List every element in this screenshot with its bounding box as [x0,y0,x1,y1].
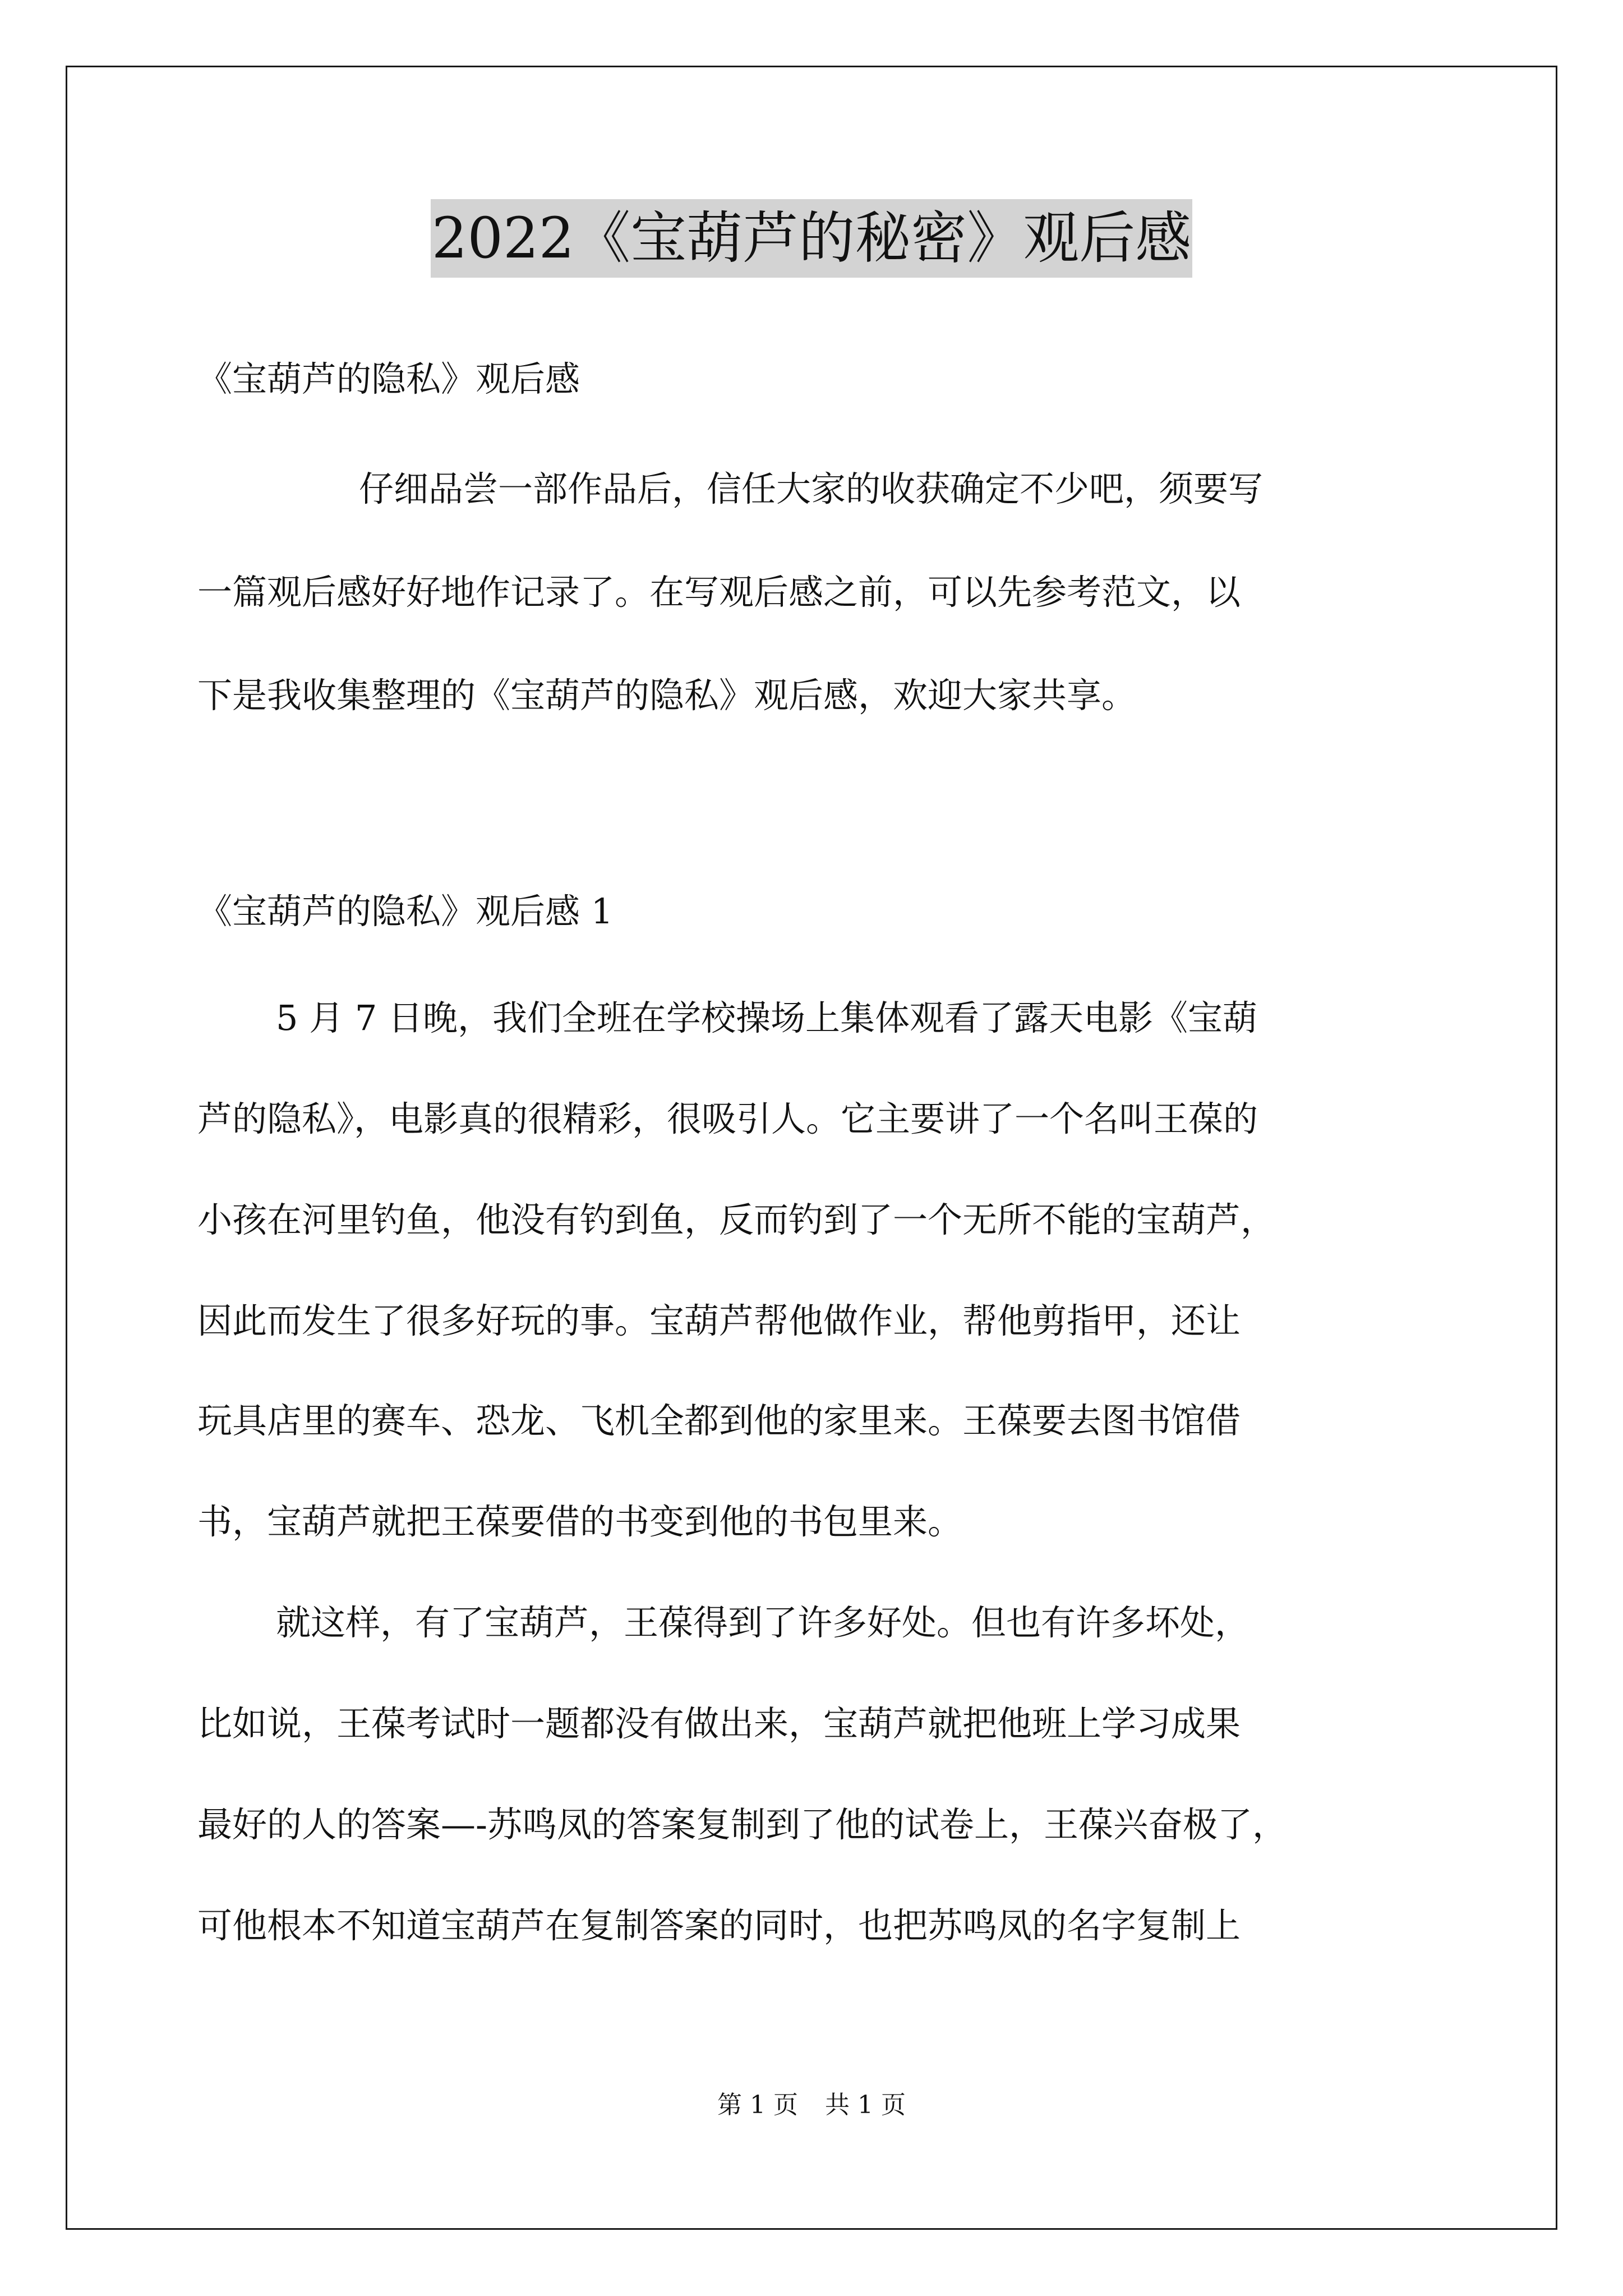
paragraph2-line-1: 就这样，有了宝葫芦，王葆得到了许多好处。但也有许多坏处， [276,1602,1250,1643]
paragraph1-line-2: 芦的隐私》，电影真的很精彩，很吸引人。它主要讲了一个名叫王葆的 [197,1098,1258,1139]
section-heading: 《宝葫芦的隐私》观后感 1 [197,891,614,932]
paragraph2-line-2: 比如说，王葆考试时一题都没有做出来，宝葫芦就把他班上学习成果 [197,1703,1241,1744]
paragraph1-line-5: 玩具店里的赛车、恐龙、飞机全都到他的家里来。王葆要去图书馆借 [197,1400,1241,1441]
page-total: 共 1 页 [825,2091,906,2119]
subtitle: 《宝葫芦的隐私》观后感 [197,358,580,399]
intro-line-2: 一篇观后感好好地作记录了。在写观后感之前，可以先参考范文，以 [197,572,1241,613]
paragraph2-line-4: 可他根本不知道宝葫芦在复制答案的同时，也把苏鸣凤的名字复制上 [197,1905,1241,1946]
page-footer [0,2088,1623,2122]
paragraph1-line-4: 因此而发生了很多好玩的事。宝葫芦帮他做作业，帮他剪指甲，还让 [197,1300,1241,1341]
document-title [0,199,1623,278]
paragraph1-line-3: 小孩在河里钓鱼，他没有钓到鱼，反而钓到了一个无所不能的宝葫芦， [197,1199,1276,1240]
title-text: 2022《宝葫芦的秘密》观后感 [431,199,1193,278]
paragraph1-line-6: 书，宝葫芦就把王葆要借的书变到他的书包里来。 [197,1501,963,1542]
paragraph1-line-1: 5 月 7 日晚，我们全班在学校操场上集体观看了露天电影《宝葫 [276,997,1258,1038]
intro-line-1: 仔细品尝一部作品后，信任大家的收获确定不少吧，须要写 [359,468,1264,509]
paragraph2-line-3: 最好的人的答案—-苏鸣凤的答案复制到了他的试卷上，王葆兴奋极了， [197,1804,1287,1845]
page-number: 第 1 页 [717,2091,798,2119]
intro-line-3: 下是我收集整理的《宝葫芦的隐私》观后感，欢迎大家共享。 [197,675,1137,716]
